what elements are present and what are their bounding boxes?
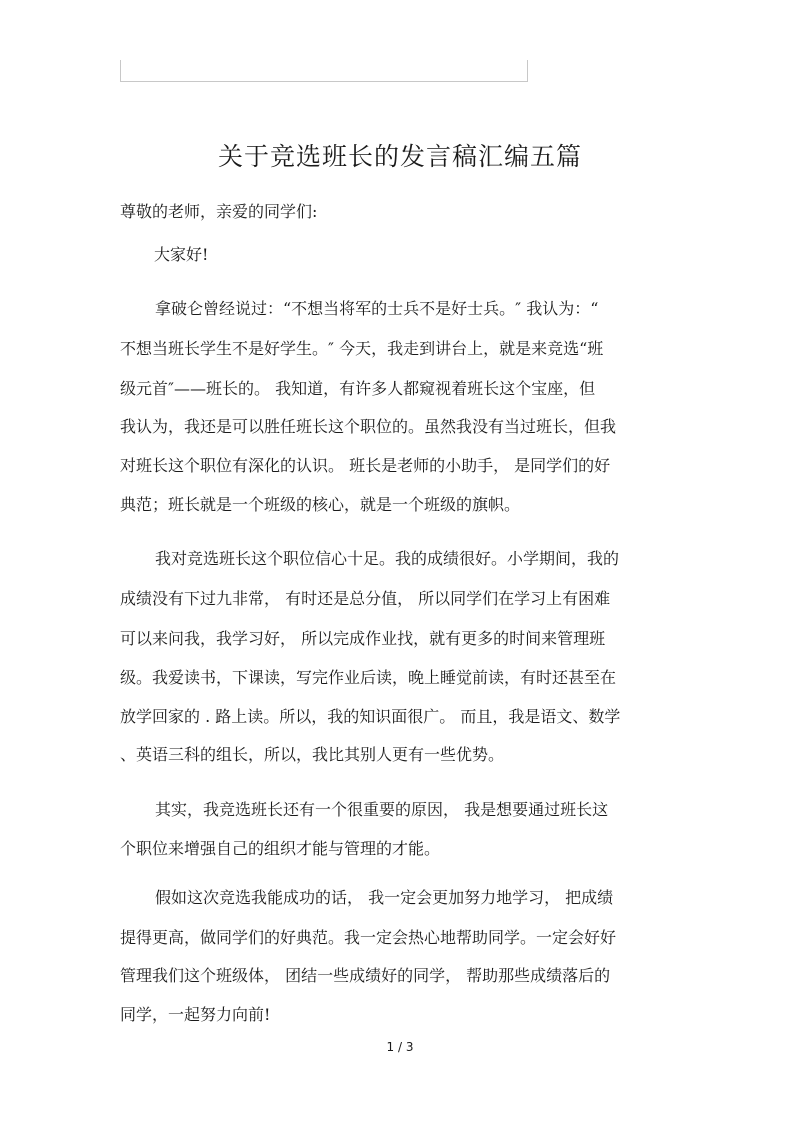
paragraph-4-line: 管理我们这个班级体， 团结一些成绩好的同学， 帮助那些成绩落后的 — [120, 966, 611, 985]
paragraph-1-line: 拿破仑曾经说过：“不想当将军的士兵不是好士兵。″ 我认为：“ — [155, 299, 599, 318]
paragraph-1-line: 典范；班长就是一个班级的核心，就是一个班级的旗帜。 — [120, 495, 521, 514]
paragraph-4-line: 假如这次竞选我能成功的话， 我一定会更加努力地学习， 把成绩 — [155, 888, 614, 907]
salutation: 尊敬的老师，亲爱的同学们: — [120, 202, 318, 221]
paragraph-1-line: 我认为，我还是可以胜任班长这个职位的。虽然我没有当过班长，但我 — [120, 417, 617, 436]
paragraph-3-line: 其实，我竞选班长还有一个很重要的原因， 我是想要通过班长这 — [155, 800, 609, 819]
paragraph-2-line: 我对竞选班长这个职位信心十足。我的成绩很好。小学期间，我的 — [155, 549, 620, 568]
document-title: 关于竞选班长的发言稿汇编五篇 — [217, 142, 582, 171]
paragraph-4-line: 提得更高，做同学们的好典范。我一定会热心地帮助同学。一定会好好 — [120, 928, 617, 947]
paragraph-2-line: 成绩没有下过九非常， 有时还是总分值， 所以同学们在学习上有困难 — [120, 589, 611, 608]
greeting: 大家好! — [154, 245, 209, 264]
paragraph-1-line: 不想当班长学生不是好学生。″ 今天，我走到讲台上，就是来竞选“班 — [120, 339, 604, 358]
paragraph-4-line: 同学，一起努力向前! — [120, 1005, 271, 1024]
page-number: 1 / 3 — [386, 1040, 414, 1054]
paragraph-2-line: 、英语三科的组长，所以，我比其别人更有一些优势。 — [120, 745, 505, 764]
paragraph-2-line: 放学回家的 . 路上读。所以，我的知识面很广。 而且，我是语文、数学 — [120, 707, 621, 726]
paragraph-1-line: 对班长这个职位有深化的认识。 班长是老师的小助手， 是同学们的好 — [120, 456, 611, 475]
paragraph-1-line: 级元首″——班长的。 我知道，有许多人都窥视着班长这个宝座，但 — [120, 379, 596, 398]
paragraph-2-line: 级。我爱读书，下课读，写完作业后读，晚上睡觉前读，有时还甚至在 — [120, 668, 617, 687]
paragraph-3-line: 个职位来增强自己的组织才能与管理的才能。 — [120, 839, 441, 858]
header-frame — [120, 60, 528, 82]
paragraph-2-line: 可以来问我，我学习好， 所以完成作业找，就有更多的时间来管理班 — [120, 629, 606, 648]
